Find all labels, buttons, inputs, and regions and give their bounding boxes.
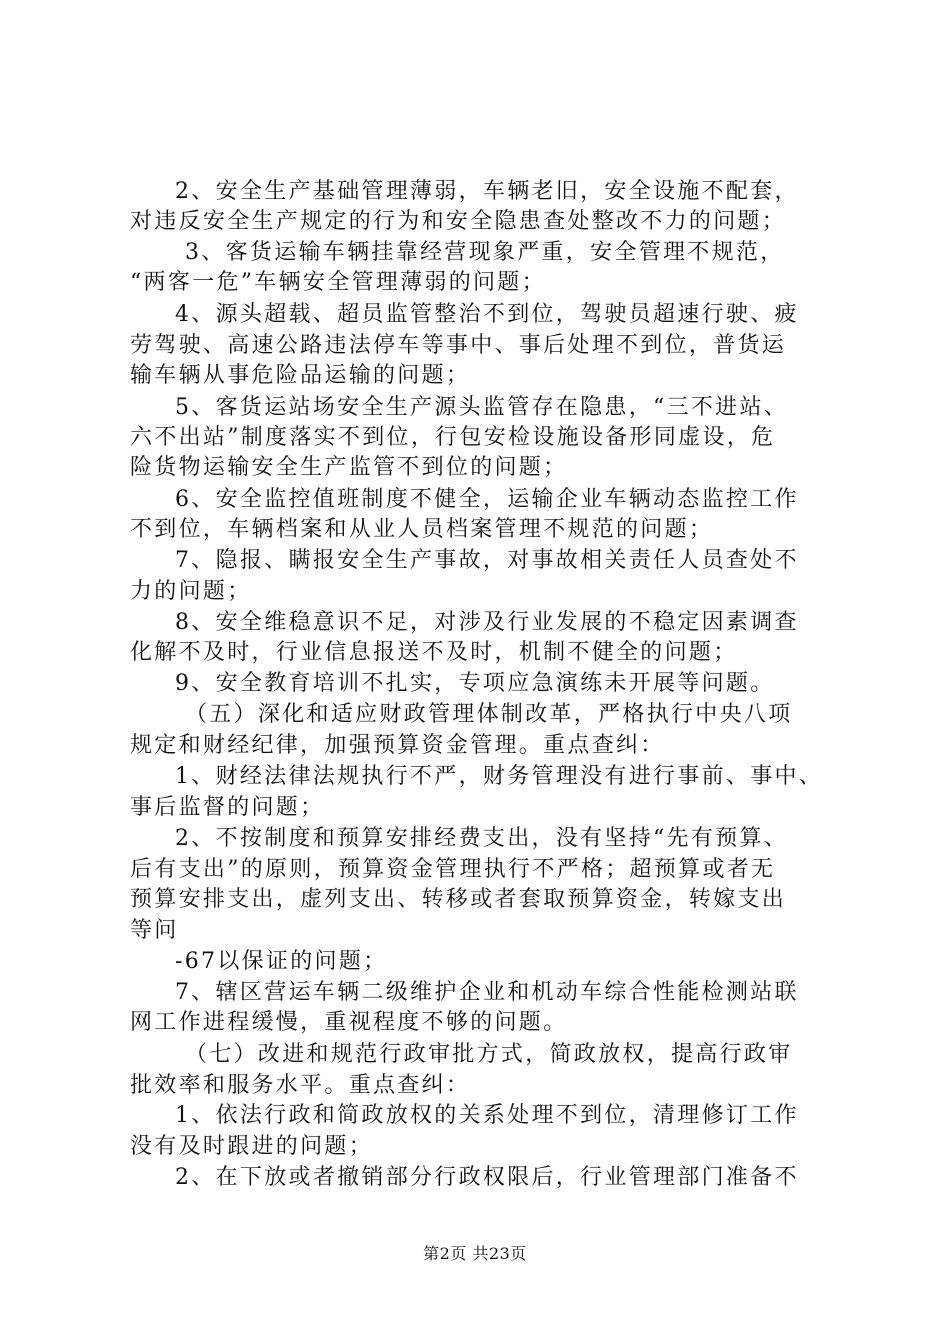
paragraph-line: 预算安排支出，虚列支出、转移或者套取预算资金，转嫁支出: [130, 887, 787, 912]
paragraph-line: 1、依法行政和简政放权的关系处理不到位，清理修订工作: [175, 1103, 799, 1128]
paragraph-line: 1、财经法律法规执行不严，财务管理没有进行事前、事中、: [175, 764, 824, 789]
paragraph-line: 9、安全教育培训不扎实，专项应急演练未开展等问题。: [175, 671, 775, 696]
paragraph-line: 批效率和服务水平。重点查纠：: [130, 1073, 471, 1098]
paragraph-line: 化解不及时，行业信息报送不及时，机制不健全的问题；: [130, 640, 738, 665]
paragraph-line: 2、不按制度和预算安排经费支出，没有坚持“先有预算、: [175, 826, 789, 851]
paragraph-line: 事后监督的问题；: [130, 795, 325, 820]
page-number-footer: 第2页 共23页: [423, 1244, 527, 1263]
paragraph-line: 力的问题；: [130, 579, 252, 604]
paragraph-line: 3、客货运输车辆挂靠经营现象严重，安全管理不规范，: [185, 240, 785, 265]
paragraph-line: 8、安全维稳意识不足，对涉及行业发展的不稳定因素调查: [175, 610, 799, 635]
paragraph-line: 2、安全生产基础管理薄弱，车辆老旧，安全设施不配套，: [175, 179, 799, 204]
paragraph-line: 没有及时跟进的问题；: [130, 1134, 374, 1159]
paragraph-line: 劳驾驶、高速公路违法停车等事中、事后处理不到位，普货运: [130, 333, 787, 358]
paragraph-line: 等问: [130, 918, 179, 943]
paragraph-line: 六不出站”制度落实不到位，行包安检设施设备形同虚设，危: [130, 425, 776, 450]
paragraph-line: （五）深化和适应财政管理体制改革，严格执行中央八项: [185, 702, 793, 727]
paragraph-line: 后有支出”的原则，预算资金管理执行不严格；超预算或者无: [130, 857, 776, 882]
paragraph-line: 输车辆从事危险品运输的问题；: [130, 363, 471, 388]
paragraph-line: 对违反安全生产规定的行为和安全隐患查处整改不力的问题；: [130, 209, 787, 234]
paragraph-line: 不到位，车辆档案和从业人员档案管理不规范的问题；: [130, 517, 714, 542]
paragraph-line: 7、隐报、瞒报安全生产事故，对事故相关责任人员查处不: [175, 548, 799, 573]
paragraph-line: -67以保证的问题；: [175, 949, 388, 974]
paragraph-line: 险货物运输安全生产监管不到位的问题；: [130, 455, 568, 480]
paragraph-line: 5、客货运站场安全生产源头监管存在隐患，“三不进站、: [175, 395, 789, 420]
paragraph-line: （七）改进和规范行政审批方式，简政放权，提高行政审: [185, 1042, 793, 1067]
paragraph-line: 规定和财经纪律，加强预算资金管理。重点查纠：: [130, 733, 665, 758]
paragraph-line: 6、安全监控值班制度不健全，运输企业车辆动态监控工作: [175, 487, 799, 512]
paragraph-line: 7、辖区营运车辆二级维护企业和机动车综合性能检测站联: [175, 980, 799, 1005]
paragraph-line: 网工作进程缓慢，重视程度不够的问题。: [130, 1010, 568, 1035]
paragraph-line: 4、源头超载、超员监管整治不到位，驾驶员超速行驶、疲: [175, 302, 799, 327]
paragraph-line: 2、在下放或者撤销部分行政权限后，行业管理部门准备不: [175, 1165, 799, 1190]
paragraph-line: “两客一危”车辆安全管理薄弱的问题；: [130, 270, 546, 295]
